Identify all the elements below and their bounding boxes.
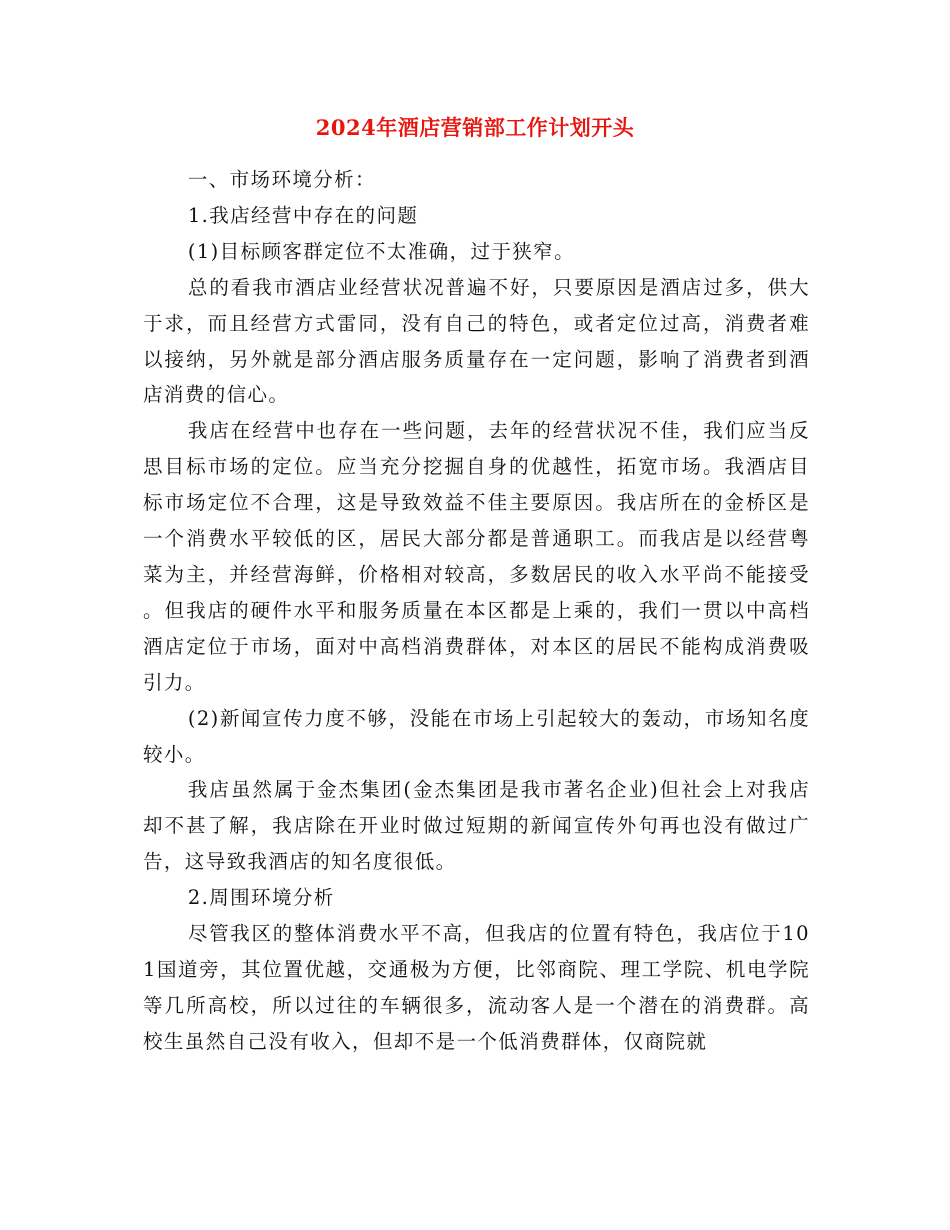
body-paragraph: 总的看我市酒店业经营状况普遍不好，只要原因是酒店过多，供大于求，而且经营方式雷同，没有自己的特色，或者定位过高，消费者难以接纳，另外就是部分酒店服务质量存在一定问题，影响了消费者到酒店消费的信心。: [143, 275, 810, 407]
point-heading: (1)目标顾客群定位不太准确，过于狭窄。: [187, 239, 575, 263]
body-paragraph: 我店虽然属于金杰集团(金杰集团是我市著名企业)但社会上对我店却不甚了解，我店除在开业时做过短期的新闻宣传外句再也没有做过广告，这导致我酒店的知名度很低。: [143, 778, 810, 874]
point-heading: (2)新闻宣传力度不够，没能在市场上引起较大的轰动，市场知名度较小。: [143, 706, 810, 766]
document-body: [143, 162, 810, 1060]
body-paragraph: 我店在经营中也存在一些问题，去年的经营状况不佳，我们应当反思目标市场的定位。应当充分挖掘自身的优越性，拓宽市场。我酒店目标市场定位不合理，这是导致效益不佳主要原因。我店所在的金桥区是一个消费水平较低的区，居民大部分都是普通职工。而我店是以经营粤菜为主，并经营海鲜，价格相对较高，多数居民的收入水平尚不能接受。但我店的硬件水平和服务质量在本区都是上乘的，我们一贯以中高档酒店定位于市场，面对中高档消费群体，对本区的居民不能构成消费吸引力。: [143, 419, 810, 694]
body-paragraph: 尽管我区的整体消费水平不高，但我店的位置有特色，我店位于101国道旁，其位置优越，交通极为方便，比邻商院、理工学院、机电学院等几所高校，所以过往的车辆很多，流动客人是一个潜在的消费群。高校生虽然自己没有收入，但却不是一个低消费群体，仅商院就: [143, 922, 810, 1053]
subsection-heading: 2.周围环境分析: [187, 886, 335, 910]
subsection-heading: 1.我店经营中存在的问题: [187, 203, 419, 227]
document-title: 2024年酒店营销部工作计划开头: [315, 115, 635, 140]
section-heading: 一、市场环境分析：: [187, 168, 376, 191]
